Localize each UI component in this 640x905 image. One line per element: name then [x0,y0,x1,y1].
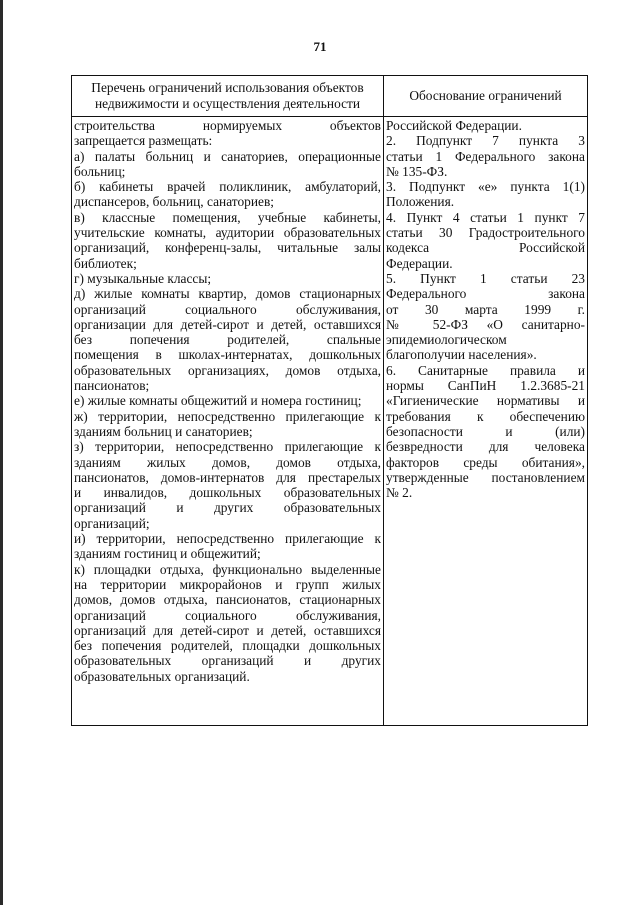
justification-line: «Гигиенические нормативы и [386,393,585,409]
justification-line: требования к обеспечению [386,408,585,424]
scan-edge [0,0,3,905]
restriction-line: больниц; [74,163,126,179]
justification-line: от 30 марта 1999 г. [386,301,585,317]
restriction-line: ж) территории, непосредственно прилегающие к [74,408,381,424]
justification-line: 3. Подпункт «е» пункта 1(1) [386,179,585,195]
justification-line: 2. Подпункт 7 пункта 3 [386,133,585,149]
justification-line: безопасности и (или) [386,423,585,439]
justification-line: эпидемиологическом [386,332,507,348]
restriction-line: пансионатов, домов-интернатов для престарелых [74,469,381,485]
restriction-line: на территории микрорайонов и групп жилых [74,576,381,592]
restriction-line: диспансеров, больниц, санаториев; [74,194,275,210]
restriction-line: образовательных организаций и других [74,653,381,669]
restriction-line: к) площадки отдыха, функционально выделенные [74,561,381,577]
justification-line: 6. Санитарные правила и [386,362,585,378]
restriction-line: организаций, конференц-залы, читальные залы [74,240,381,256]
restriction-line: без попечения родителей, спальные [74,332,381,348]
restriction-line: домов, домов отдыха, пансионатов, стационарных [74,592,381,608]
restriction-line: образовательных организаций. [74,668,250,684]
justification-line: нормы СанПиН 1.2.3685-21 [386,378,585,394]
restriction-line: организаций социального обслуживания, [74,301,381,317]
restrictions-cell [72,117,384,726]
restrictions-table [71,75,588,726]
justification-line: Положения. [386,194,455,210]
restriction-line: организации для детей-сирот и детей, оставшихся [74,316,381,332]
restriction-line: зданиям жилых домов, домов отдыха, [74,454,381,470]
restriction-line: а) палаты больниц и санаториев, операционные [74,148,381,164]
restriction-line: организаций; [74,515,150,531]
justification-line: Федерации. [386,255,453,271]
restriction-line: и инвалидов, дошкольных образовательных [74,485,381,501]
restriction-line: з) территории, непосредственно прилегающие к [74,439,381,455]
restriction-line: в) классные помещения, учебные кабинеты, [74,209,381,225]
restriction-line: библиотек; [74,255,137,271]
justification-line: статьи 1 Федерального закона [386,148,585,164]
justification-line: № 135-ФЗ. [386,163,448,179]
justification-line: 4. Пункт 4 статьи 1 пункт 7 [386,209,585,225]
restriction-line: зданиям больниц и санаториев; [74,423,253,439]
restriction-line: организаций и других образовательных [74,500,381,516]
restriction-line: г) музыкальные классы; [74,270,212,286]
justification-line: статьи 30 Градостроительного [386,225,585,241]
restriction-line: и) территории, непосредственно прилегающие к [74,531,381,547]
restriction-line: д) жилые комнаты квартир, домов стационарных [74,286,381,302]
restriction-line: помещения в школах-интернатах, дошкольных [74,347,381,363]
restriction-line: организаций для детей-сирот и детей, оставшихся [74,622,381,638]
justification-line: Федерального закона [386,286,585,302]
justification-line: № 52-ФЗ «О санитарно- [386,316,585,332]
restriction-line: образовательных организациях, домов отдыха, [74,362,381,378]
restriction-line: б) кабинеты врачей поликлиник, амбулаторий, [74,179,381,195]
table-row [72,117,588,726]
restriction-line: строительства нормируемых объектов [74,118,381,133]
table-header-row [72,76,588,117]
justification-line: утвержденные постановлением [386,469,585,485]
header-restrictions: Перечень ограничений использования объектов недвижимости и осуществления деятельности [72,76,384,117]
restriction-line: е) жилые комнаты общежитий и номера гостиниц; [74,393,362,409]
page-number: 71 [313,39,327,54]
restriction-line: организаций социального обслуживания, [74,607,381,623]
restriction-line: учительские комнаты, аудитории образовательных [74,225,381,241]
restriction-line: зданиям гостиниц и общежитий; [74,546,261,562]
restriction-line: пансионатов; [74,378,150,394]
restriction-line: запрещается размещать: [74,133,213,149]
justification-line: 5. Пункт 1 статьи 23 [386,270,585,286]
justification-line: благополучии населения». [386,347,537,363]
restriction-line: без попечения родителей, площадки дошкольных [74,638,381,654]
justification-line: безвредности для человека [386,439,585,455]
justification-line: № 2. [386,485,413,501]
header-justification: Обоснование ограничений [384,76,588,117]
justification-line: Российской Федерации. [386,118,522,133]
justification-line: факторов среды обитания», [386,454,585,470]
justification-cell [384,117,588,726]
justification-line: кодекса Российской [386,240,585,256]
